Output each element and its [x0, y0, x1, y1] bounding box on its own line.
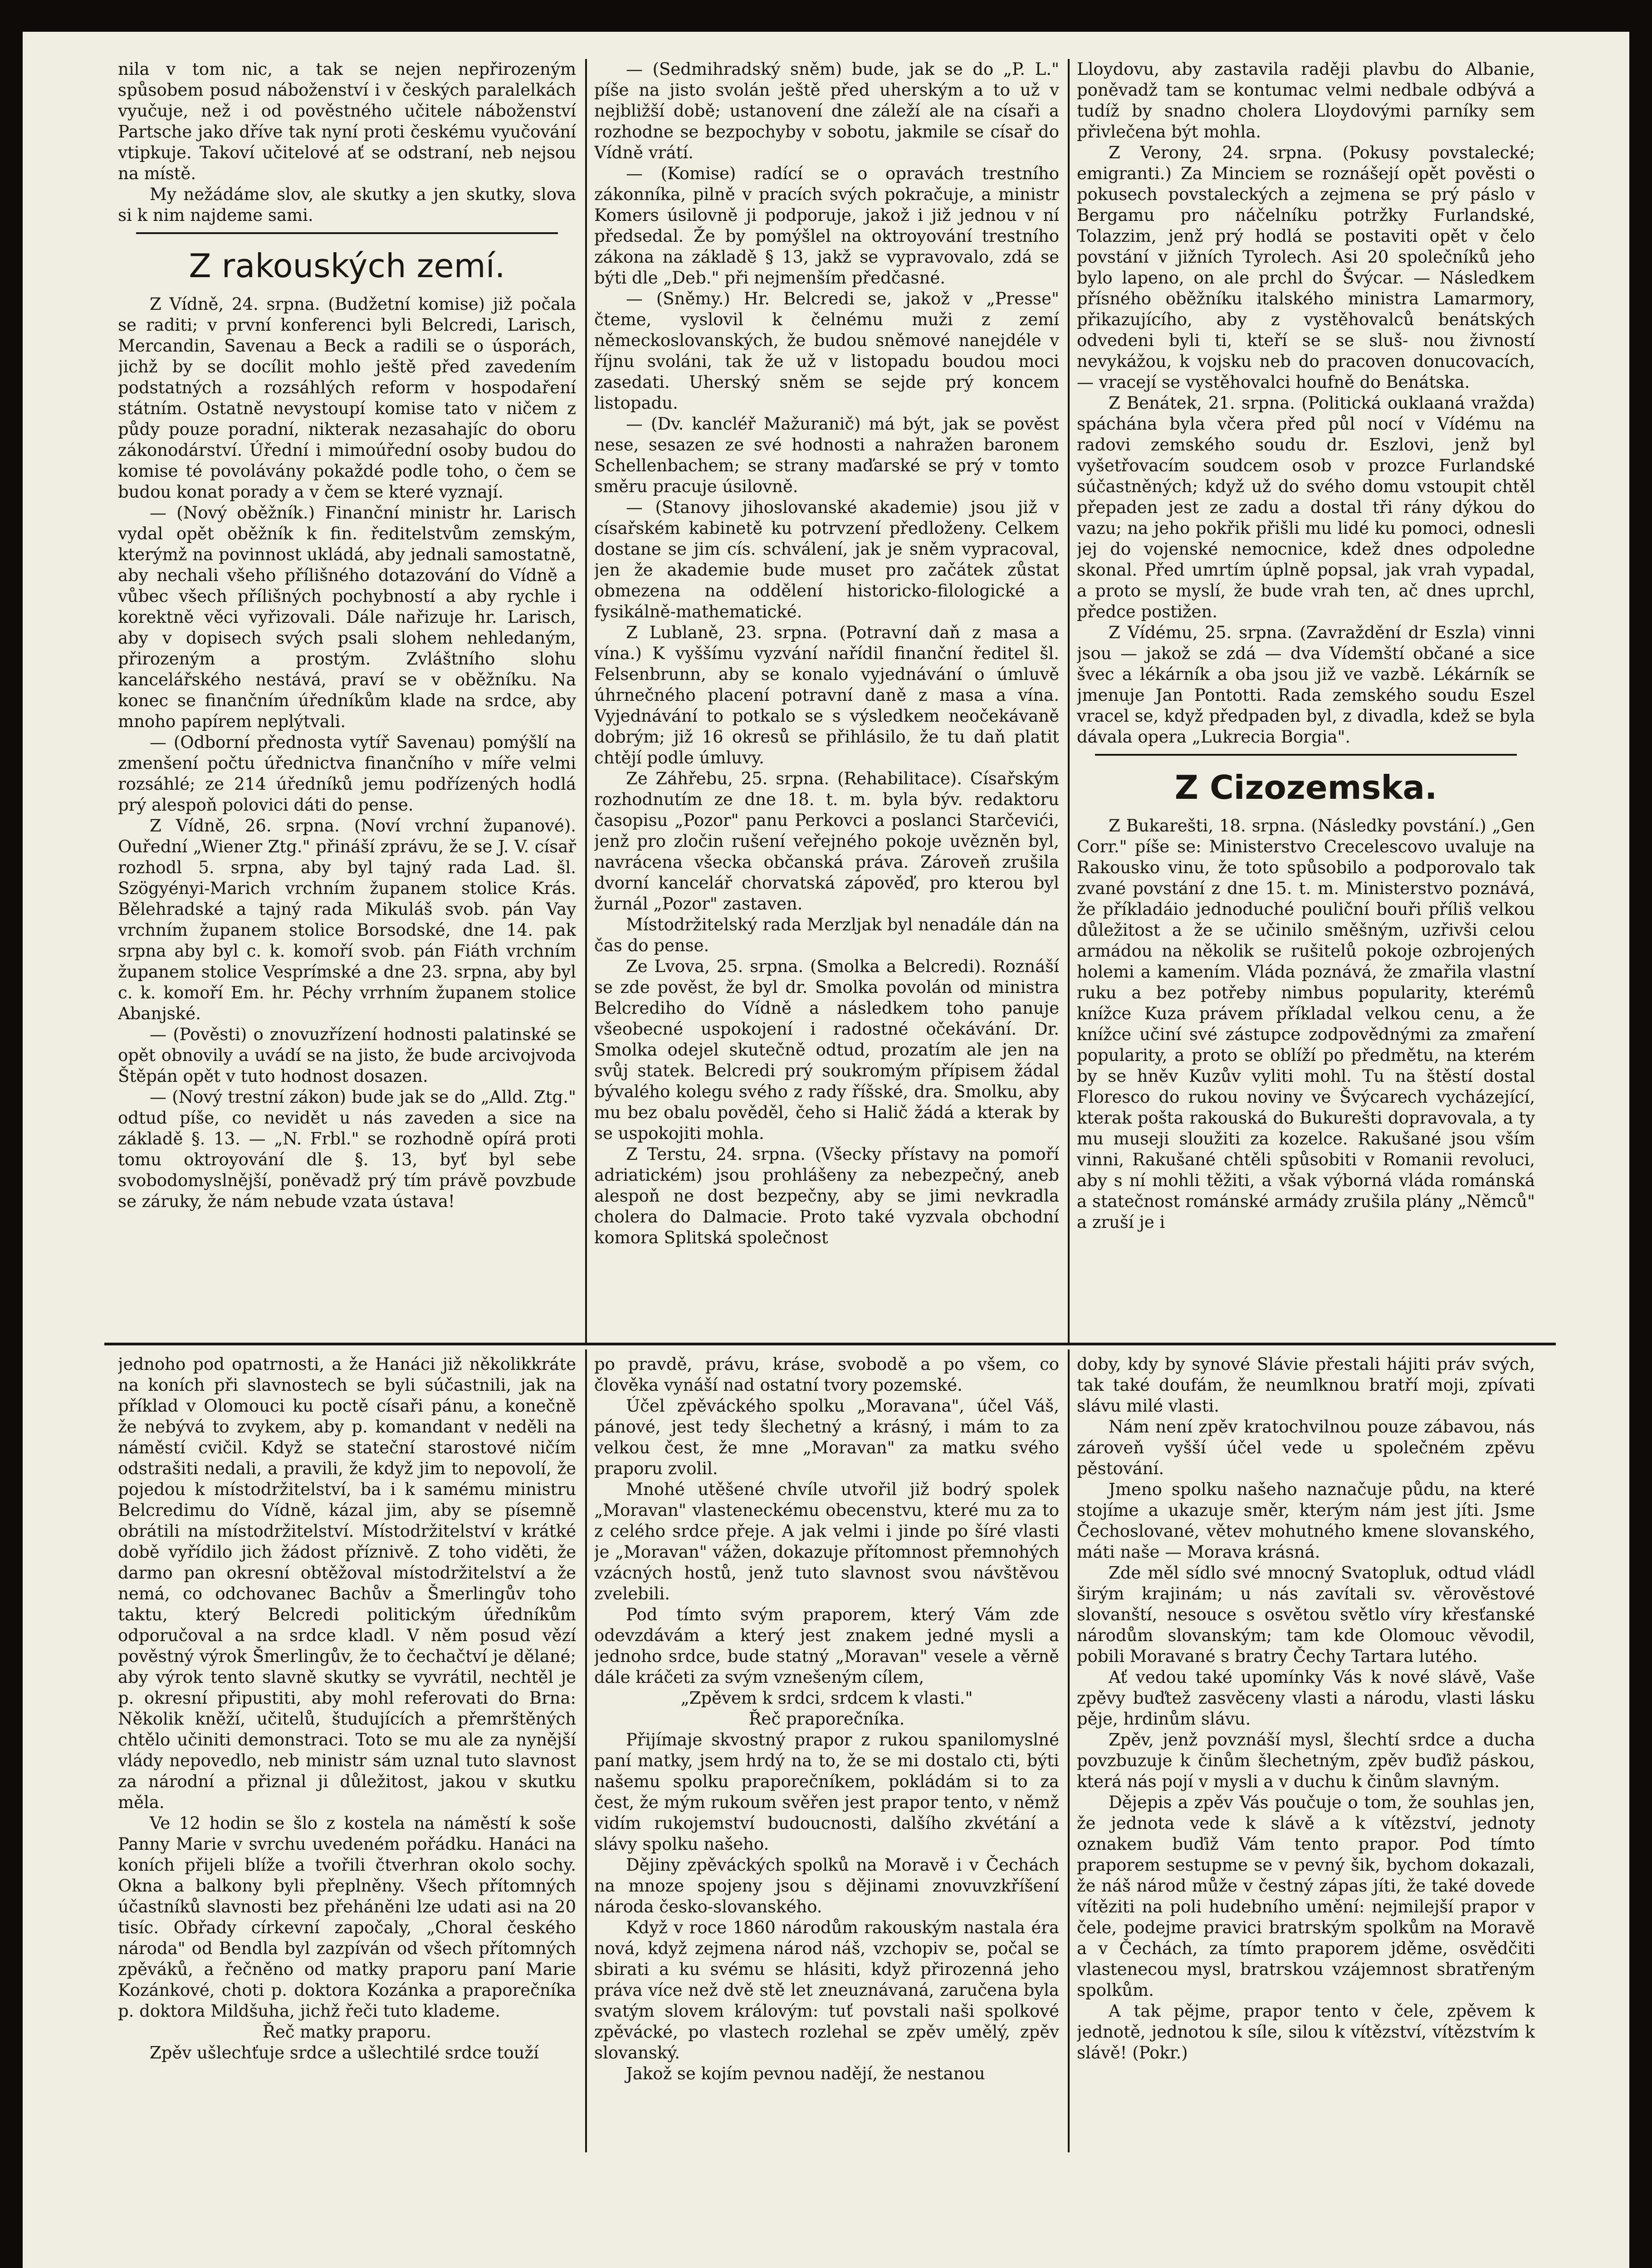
paragraph: po pravdě, právu, kráse, svobodě a po všem, co člověka vynáší nad ostatní tvory pozemské. [594, 1354, 1059, 1395]
article: Z Bukarešti, 18. srpna. (Následky povstání.) „Gen Corr." píše se: Ministerstvo Crecelescovo uvaluje na Rakousko vinu, že toto spůsobilo a podporovalo tak zvané povstání z dne 15. t. m. Ministerstvo poznává, že příkladáio jednoduché pouliční bouři příliš velkou důležitost a že se učinilo směšným, uzřivši celou armádou na několik se rušitelů pokoje ozbrojených holemi a kamením. Vláda poznává, že zmařila vlastní ruku a bez potřeby nimbus popularity, kterémů knížce Kuza právem příkladal velkou cenu, a že knížce učiní své zástupce zodpovědnými za zmaření popularity, a proto se oblíží po předmětu, na kterém by se hněv Kuzův vyliti mohl. Tu na štěstí dostal Floresco do rukou noviny ve Švýcarech vycházející, kterak pošta rakouská do Bukurešti dopravovala, a ty mu museji sloužiti za kozelce. Rakušané jsou vším vinni, Rakušané chtěli spůsobiti v Romanii revoluci, aby s ní mohli těžiti, a však výborná vláda románská a statečnost románské armády zrušila plány „Němců" a zruší je i [1077, 816, 1535, 1232]
paragraph: Zde měl sídlo své mnocný Svatopluk, odtud vládl širým krajinám; u nás zavítali sv. věrověstové slovanští, nesouce s osvětou světlo víry křesťanské národům slovanským; tam kde Olomouc věvodil, pobili Moravané s bratry Čechy Tartara lutého. [1077, 1563, 1535, 1666]
column-divider [1068, 1349, 1070, 2152]
paragraph: Nám není zpěv kratochvilnou pouze zábavou, nás zároveň vyšší účel vede u společném zpěvu pěstování. [1077, 1417, 1535, 1478]
article: Z Vídně, 24. srpna. (Budžetní komise) již počala se raditi; v první konferenci byli Belcredi, Larisch, Mercandin, Savenau a Beck a radili se o úsporách, jichž by se docílit mohlo ještě před zavedením podstatných a rozsáhlých reform v hospodaření státním. Ostatně nevystoupí komise tato v ničem z půdy pouze poradní, nikterak nezasahajíc do oboru zákonodárství. Úřední i mimoúřední osoby budou do komise té povolávány pokaždé podle toho, o čem se budou konat porady a v čem se které vyznají. [118, 294, 576, 502]
article: Ze Lvova, 25. srpna. (Smolka a Belcredi). Roznáší se zde pověst, že byl dr. Smolka povolán od ministra Belcrediho do Vídně a následkem toho panuje všeobecné uspokojení i radostné očekávání. Dr. Smolka odejel skutečně odtud, prozatím ale jen na svůj statek. Belcredi prý soukromým přípisem žádal bývalého kolegu svého z rady říšské, dra. Smolku, aby mu bez obalu pověděl, čeho si Halič žádá a kterak by se uspokojiti mohla. [594, 957, 1059, 1143]
motto: „Zpěvem k srdci, srdcem k vlasti." [680, 1688, 973, 1708]
article: Ze Záhřebu, 25. srpna. (Rehabilitace). Císařským rozhodnutím ze dne 18. t. m. byla býv. redaktoru časopisu „Pozor" panu Perkovci a poslanci Starčevići, jenž pro zločin rušení veřejného pokoje uvězněn byl, navrácena všecka občanská práva. Zároveň zrušila dvorní kancelář chorvatská zápověď, pro kterou byl žurnál „Pozor" zastaven. [594, 769, 1059, 914]
section-heading: Z Cizozemska. [1174, 768, 1437, 807]
paragraph: Přijímaje skvostný prapor z rukou spanilomyslné paní matky, jsem hrdý na to, že se mi dostalo cti, býti našemu spolku praporečníkem, pokládám si to za čest, že mým rukoum svěřen jest prapor tento, v němž vidím rukojemství budoucnosti, dalšího zkvétání a slávy spolku našeho. [594, 1730, 1059, 1854]
article: — (Sněmy.) Hr. Belcredi se, jakož v „Presse" čteme, vyslovil k čelnému muži z zemí německoslovanských, že budou sněmové nanejdéle v říjnu svoláni, tak že už v listopadu boudou moci zasedati. Uherský sněm se sejde prý koncem listopadu. [594, 289, 1059, 413]
scan-right-edge [1629, 0, 1652, 2268]
scan-left-edge [0, 0, 23, 2268]
paragraph: Jmeno spolku našeho naznačuje půdu, na které stojíme a ukazuje směr, kterým nám jest jíti. Jsme Čechoslované, větev mohutného kmene slovanského, máti naše — Morava krásná. [1077, 1480, 1535, 1562]
article: — (Komise) radící se o opravách trestního zákonníka, pilně v pracích svých pokračuje, a ministr Komers úsilovně ji podporuje, jakož i již jednou v ní předsedal. Že by pomýšlel na oktroyování trestního zákona na základě § 13, jakž se vypravovalo, zdá se býti dle „Deb." při nejmenším předčasné. [594, 164, 1059, 288]
article: Lloydovu, aby zastavila raději plavbu do Albanie, poněvadž tam se kontumac velmi nedbale odbývá a tudíž by snadno cholera Lloydovými parníky sem přivlečena být mohla. [1077, 59, 1535, 142]
upper-column-1 [118, 59, 576, 1338]
paragraph: Účel zpěváckého spolku „Moravana", účel Váš, pánové, jest tedy šlechetný a krásný, i mám to za velkou čest, že mne „Moravan" za matku svého praporu zvolil. [594, 1396, 1059, 1478]
subheading: Řeč matky praporu. [262, 2022, 431, 2042]
article: Z Lublaně, 23. srpna. (Potravní daň z masa a vína.) K vyššímu vyzvání nařídil finanční ředitel šl. Felsenbrunn, aby se konalo vyjednávání o úmluvě úhrnečného placení potravní daně z masa a vína. Vyjednávání to potkalo se s výsledkem neočekávaně dobrým; již 16 okresů se přihlásilo, že tu daň platit chtějí podle úmluvy. [594, 623, 1059, 767]
article: Místodržitelský rada Merzljak byl nenadále dán na čas do pense. [594, 915, 1059, 955]
column-divider [585, 1349, 587, 2152]
article: Z Terstu, 24. srpna. (Všecky přístavy na pomoří adriatickém) jsou prohlášeny za nebezpečný, aneb alespoň ne dost bezpečny, aby se jimi nevkradla cholera do Dalmacie. Proto také vyzvala obchodní komora Splitská společnost [594, 1144, 1059, 1247]
scan-top-edge [0, 0, 1652, 32]
column-divider [1068, 59, 1070, 1343]
paragraph: nila v tom nic, a tak se nejen nepřirozeným spůsobem posud náboženství i v českých paralelkách vyučuje, než i od pověstného učitele náboženství Partsche jako dříve tak nyní proti českému vyučování vtipkuje. Takoví učitelové ať se odstraní, neb nejsou na místě. [118, 59, 576, 183]
paragraph: Jakož se kojím pevnou nadějí, že nestanou [626, 2064, 985, 2083]
article: — (Nový oběžník.) Finanční ministr hr. Larisch vydal opět oběžník k fin. ředitelstvům zemským, kterýmž na povinnost ukládá, aby jednali samostatně, aby nechali všeho přílišného dotazování do Vídně a vůbec všech přílišných pochybností a aby rychle i korektně věci vyřizovali. Dále nařizuje hr. Larisch, aby v dopisech svých psali slohem nehledaným, přirozeným a prostým. Zvláštního slohu kancelářského nestává, praví se v oběžníku. Na konec se finančním úředníkům klade na srdce, aby mnoho papírem neplýtvali. [118, 503, 576, 731]
article: — (Pověsti) o znovuzřízení hodnosti palatinské se opět obnovily a uvádí se na jisto, že bude arcivojvoda Štěpán opět v tuto hodnost dosazen. [118, 1025, 576, 1086]
paragraph: Dějiny zpěváckých spolků na Moravě i v Čechách na mnoze spojeny jsou s dějinami znovuvzkříšení národa česko-slovanského. [594, 1855, 1059, 1916]
lower-column-3 [1077, 1354, 1535, 2152]
article: Z Vídému, 25. srpna. (Zavraždění dr Eszla) vinni jsou — jakož se zdá — dva Vídemští občané a sice švec a lékárník a oba jsou již ve vazbě. Lékárník se jmenuje Jan Pontotti. Rada zemského soudu Eszel vracel se, když předpaden byl, z divadla, kdež se byla dávala opera „Lukrecia Borgia". [1077, 623, 1535, 747]
column-divider [585, 59, 587, 1343]
upper-column-2 [594, 59, 1059, 1338]
paragraph: Zpěv ušlechťuje srdce a ušlechtilé srdce touží [150, 2043, 539, 2063]
paragraph: Zpěv, jenž povznáší mysl, šlechtí srdce a ducha povzbuzuje k činům šlechetným, zpěv buďiž páskou, která nás pojí v mysli a v duchu k činům slavným. [1077, 1730, 1535, 1791]
lower-column-1 [118, 1354, 576, 2152]
article: Z Benátek, 21. srpna. (Politická ouklaaná vražda) spáchána byla včera před půl nocí v Vídému na radovi zemského soudu dr. Eszlovi, jenž byl vyšetřovacím soudcem osob v prozce Furlandské súčastněných; když už do svého domu vstoupit chtěl přepaden jest ze zadu a dostal tři rány dýkou do vazu; na jeho pokřik přišli mu lidé ku pomoci, odnesli jej do vojenské nemocnice, kdež dnes odpoledne skonal. Před umrtím úplně popsal, jak vrah vypadal, a proto se myslí, že bude vrah ten, ač dnes uprchl, předce postižen. [1077, 393, 1535, 621]
paragraph: My nežádáme slov, ale skutky a jen skutky, slova si k nim najdeme sami. [118, 185, 576, 225]
section-divider [104, 1343, 1556, 1345]
paragraph: Dějepis a zpěv Vás poučuje o tom, že souhlas jen, že jednota vede k slávě a k vítězství, jednoty oznakem buďiž Vám tento prapor. Pod tímto praporem sestupme se v pevný šik, bychom dokazali, že náš národ může v čestný zápas jíti, že také dovede vítěziti na poli hudebního umění: nejmilejší prapor v čele, podejme pravici bratrským spolkům na Moravě a v Čechách, za tímto praporem jděme, osvědčiti vlastenecou mysl, bratrskou vzájemnost sbratřeným spolkům. [1077, 1793, 1535, 2000]
article: Z Verony, 24. srpna. (Pokusy povstalecké; emigranti.) Za Minciem se roznášejí opět pověsti o pokusech povstaleckých a zejmena se prý páslo v Bergamu pro náčelníku potržky Furlandské, Tolazzim, jenž prý hodlá se postaviti opět v čelo povstání v jižních Tyrolech. Asi 20 společníků jeho bylo lapeno, on ale prchl do Švýcar. — Následkem přísného oběžníku italského ministra Lamarmory, přikazujícího, aby z vystěhovalců benátských odvedeni byli ti, kteří se se sluš- nou živností nevykážou, k vojsku neb do pracoven donucovacích, — vracejí se vystěhovalci houfně do Benátska. [1077, 143, 1535, 392]
lower-column-2 [594, 1354, 1059, 2152]
article: — (Sedmihradský sněm) bude, jak se do „P. L." píše na jisto svolán ještě před uherským a to už v nejbližší době; ustanovení dne záleží ale na císaři a rozhodne se bezpochyby v sobotu, jakmile se císař do Vídně vrátí. [594, 59, 1059, 162]
paragraph: doby, kdy by synové Slávie přestali hájiti práv svých, tak také doufám, že neumlknou bratří moji, zpívati slávu milé vlasti. [1077, 1354, 1535, 1416]
article: — (Nový trestní zákon) bude jak se do „Alld. Ztg." odtud píše, co nevidět u nás zaveden a sice na základě §. 13. — „N. Frbl." se rozhodně opírá proti tomu oktroyování dle §. 13, byť byl sebe svobodomyslnější, poněvadž prý tím právě povzbude se záruky, že nám nebude vzata ústava! [118, 1087, 576, 1211]
paragraph: Ať vedou také upomínky Vás k nové slávě, Vaše zpěvy buďtež zasvěceny vlasti a národu, vlasti lásku pěje, hrdinům slávu. [1077, 1667, 1535, 1729]
upper-column-3 [1077, 59, 1535, 1338]
article: — (Odborní přednosta vytíř Savenau) pomýšlí na zmenšení počtu úřednictva finančního v míře velmi rozsáhlé; ze 214 úředníků jemu podřízených hodlá prý alespoň polovici dáti do pense. [118, 733, 576, 815]
divider-line [1095, 754, 1517, 756]
paragraph: Ve 12 hodin se šlo z kostela na náměstí k soše Panny Marie v svrchu uvedeném pořádku. Hanáci na koních přijeli blíže a tvořili čtverhran okolo sochy. Okna a balkony byli přeplněny. Všech přítomných účastníků slavnosti bez přeháněni lze udati asi na 20 tisíc. Obřady církevní započaly, „Choral českého národa" od Bendla byl zazpíván od všech přítomných zpěváků, a řečněno od matky praporu paní Marie Kozánkové, choti p. doktora Kozánka a praporečníka p. doktora Mildšuha, jichž řeči tuto klademe. [118, 1813, 576, 2021]
article: — (Stanovy jihoslovanské akademie) jsou již v císařském kabinetě ku potrvzení předloženy. Celkem dostane se jim cís. schválení, jak je sněm vypracoval, jen že akademie bude muset pro začátek zůstat obmezena na oddělení historicko-filologické a fysikálně-mathematické. [594, 498, 1059, 621]
article: — (Dv. kancléř Mažuranič) má být, jak se pověst nese, sesazen ze své hodnosti a nahražen baronem Schellenbachem; se strany maďarské se prý v tomto směru pracuje úsilovně. [594, 414, 1059, 496]
article: Z Vídně, 26. srpna. (Noví vrchní županové). Ouřední „Wiener Ztg." přináší zprávu, že se J. V. císař rozhodl 5. srpna, aby byl tajný rada Lad. šl. Szögyényi-Marich vrchním županem stolice Krás. Bělehradské a tajný rada Mikuláš svob. pán Vay vrchním županem stolice Borsodské, dne 14. pak srpna aby byl c. k. komoří svob. pán Fiáth vrchním županem stolice Vesprímské a dne 23. srpna, aby byl c. k. komoří Em. hr. Péchy vrrhním županem stolice Abanjské. [118, 816, 576, 1023]
divider-line [136, 232, 558, 234]
subheading: Řeč praporečníka. [748, 1709, 905, 1729]
paragraph: Když v roce 1860 národům rakouským nastala éra nová, když zejmena národ náš, vzchopiv se, počal se sbirati a ku svému se hlásiti, když přirozenná jeho práva více než dvě stě let zneuznávaná, zaručena byla svatým slovem královým: tuť povstali naši spolkové zpěvácké, po vlastech rozlehal se zpěv umělý, zpěv slovanský. [594, 1918, 1059, 2063]
paragraph: Mnohé utěšené chvíle utvořil již bodrý spolek „Moravan" vlasteneckému obecenstvu, které mu za to z celého srdce přeje. A jak velmi i jinde po šíré vlasti je „Moravan" vážen, dokazuje přítomnost přemnohých vzácných hostů, jenž tuto slavnost svou návštěvou zvelebili. [594, 1480, 1059, 1603]
paragraph: A tak pějme, prapor tento v čele, zpěvem k jednotě, jednotou k síle, silou k vítězství, vítězstvím k slávě! (Pokr.) [1077, 2001, 1535, 2063]
section-heading: Z rakouských zemí. [189, 247, 505, 285]
paragraph: Pod tímto svým praporem, který Vám zde odevzdávám a který jest znakem jedné mysli a jednoho srdce, bude statný „Moravan" vesele a věrně dále kráčeti za svým vznešeným cílem, [594, 1605, 1059, 1687]
paragraph: jednoho pod opatrnosti, a že Hanáci již několikkráte na koních při slavnostech se byli súčastnili, jak na příklad v Olomouci ku poctě císaři pánu, a konečně že nebývá to zvykem, aby p. komandant v neděli na náměstí cvičil. Když se stateční starostové ničím odstrašiti nedali, a pravili, že když jim to nepovolí, že pojedou k místodržitelství, ba i k samému ministru Belcredimu do Vídně, kázal jim, aby se písemně obrátili na místodržitelství. Místodržitelství v krátké době vyřídilo jich žádost příznivě. Z toho viděti, že darmo pan okresní obtěžoval místodržitelství a že nemá, co odchovanec Bachův a Šmerlingův toho taktu, který Belcredi politickým úředníkům odporučoval a na srdce kladl. V něm posud vězí pověstný výrok Šmerlingův, že to čechačtví je dělané; aby výrok tento slavně skutky se vyvrátil, nechtěl je p. okresní připustiti, aby mohl referovati do Brna: Několik kněží, učitelů, študujících a přemrštěných chtělo učiniti demonstraci. Toto se mu ale za nynější vlády nepovedlo, neb ministr sám uznal tuto slavnost za národní a přiznal ji důležitost, jakou v skutku měla. [118, 1354, 576, 1812]
